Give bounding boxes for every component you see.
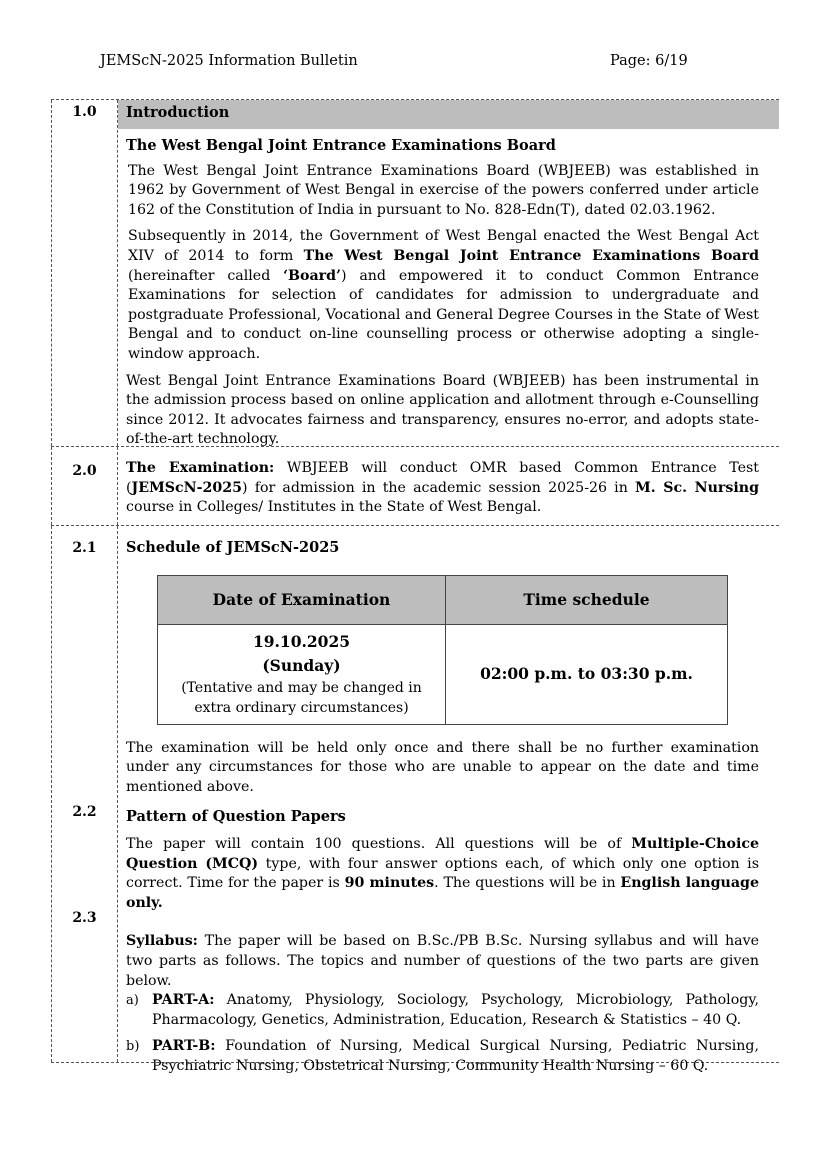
paragraph: The Examination: WBJEEB will conduct OMR based Common Entrance Test (JEMScN-2025) for admission in the academic session 2025-26 in M. Sc. Nursing course in Colleges/ Institutes in the State of West Bengal. xyxy=(126,460,760,516)
date-cell xyxy=(158,624,446,724)
content-table xyxy=(51,99,779,1074)
paragraph: West Bengal Joint Entrance Examinations Board (WBJEEB) has been instrumental in the admission process based on online application and allotment through e-Counselling since 2012. It advocates fairness and transparency, ensures no-error, and adopts state-of-the-art technology. xyxy=(126,372,759,448)
paragraph: Syllabus: The paper will be based on B.Sc./PB B.Sc. Nursing syllabus and will have two parts as follows. The topics and number of questions of the two parts are given below. xyxy=(126,933,759,989)
list-item: a) PART-A: Anatomy, Physiology, Sociology, Psychology, Microbiology, Pathology, Pharmacology, Genetics, Administration, Education, Research & Statistics – 40 Q. xyxy=(126,991,759,1030)
date-note: (Tentative and may be changed in extra ordinary circumstances) xyxy=(181,680,422,717)
subheading: The West Bengal Joint Entrance Examinations Board xyxy=(126,137,556,154)
paragraph: The West Bengal Joint Entrance Examinations Board (WBJEEB) was established in 1962 by Government of West Bengal in exercise of the powers conferred under article 162 of the Constitution of India in pursuant to No. 828-Edn(T), dated 02.03.1962. xyxy=(128,162,759,218)
section-heading: Pattern of Question Papers xyxy=(126,808,346,826)
list-marker: b) xyxy=(126,1039,140,1055)
section-heading: Schedule of JEMScN-2025 xyxy=(126,539,340,556)
section-number: 2.3 xyxy=(72,910,97,926)
column-header: Time schedule xyxy=(446,575,728,624)
section-2-x xyxy=(51,526,779,1074)
page-number: Page: 6/19 xyxy=(610,53,688,69)
column-header: Date of Examination xyxy=(158,575,446,624)
section-number: 2.0 xyxy=(51,447,118,525)
exam-date: 19.10.2025 xyxy=(252,632,351,652)
list-marker: a) xyxy=(126,993,139,1009)
section-2-0 xyxy=(51,447,779,526)
time-cell: 02:00 p.m. to 03:30 p.m. xyxy=(446,624,728,724)
section-number: 1.0 xyxy=(51,100,118,446)
paragraph: The examination will be held only once and there shall be no further examination under any circumstances for those who are unable to appear on the date and time mentioned above. xyxy=(126,739,759,795)
list-item: b) PART-B: Foundation of Nursing, Medical Surgical Nursing, Pediatric Nursing, Psychiatric Nursing, Obstetrical Nursing, Community Health Nursing – 60 Q. xyxy=(126,1037,759,1076)
section-1-0 xyxy=(51,99,779,447)
section-number: 2.2 xyxy=(72,804,97,820)
section-number: 2.1 xyxy=(72,540,97,556)
paragraph: The paper will contain 100 questions. All questions will be of Multiple-Choice Question (MCQ) type, with four answer options each, of which only one option is correct. Time for the paper is 90 minutes. The questions will be in English language only. xyxy=(126,835,759,911)
bulletin-title: JEMScN-2025 Information Bulletin xyxy=(100,53,358,69)
section-heading: Introduction xyxy=(118,100,779,129)
exam-day: (Sunday) xyxy=(262,656,341,676)
schedule-table xyxy=(157,575,728,725)
paragraph: Subsequently in 2014, the Government of West Bengal enacted the West Bengal Act XIV of 2014 to form The West Bengal Joint Entrance Examinations Board (hereinafter called ‘Board’) and empowered it to conduct Common Entrance Examinations for selection of candidates for admission to undergraduate and postgraduate Professional, Vocational and General Degree Courses in the State of West Bengal and to conduct on-line counselling process or otherwise adopting a single-window approach. xyxy=(128,228,759,362)
